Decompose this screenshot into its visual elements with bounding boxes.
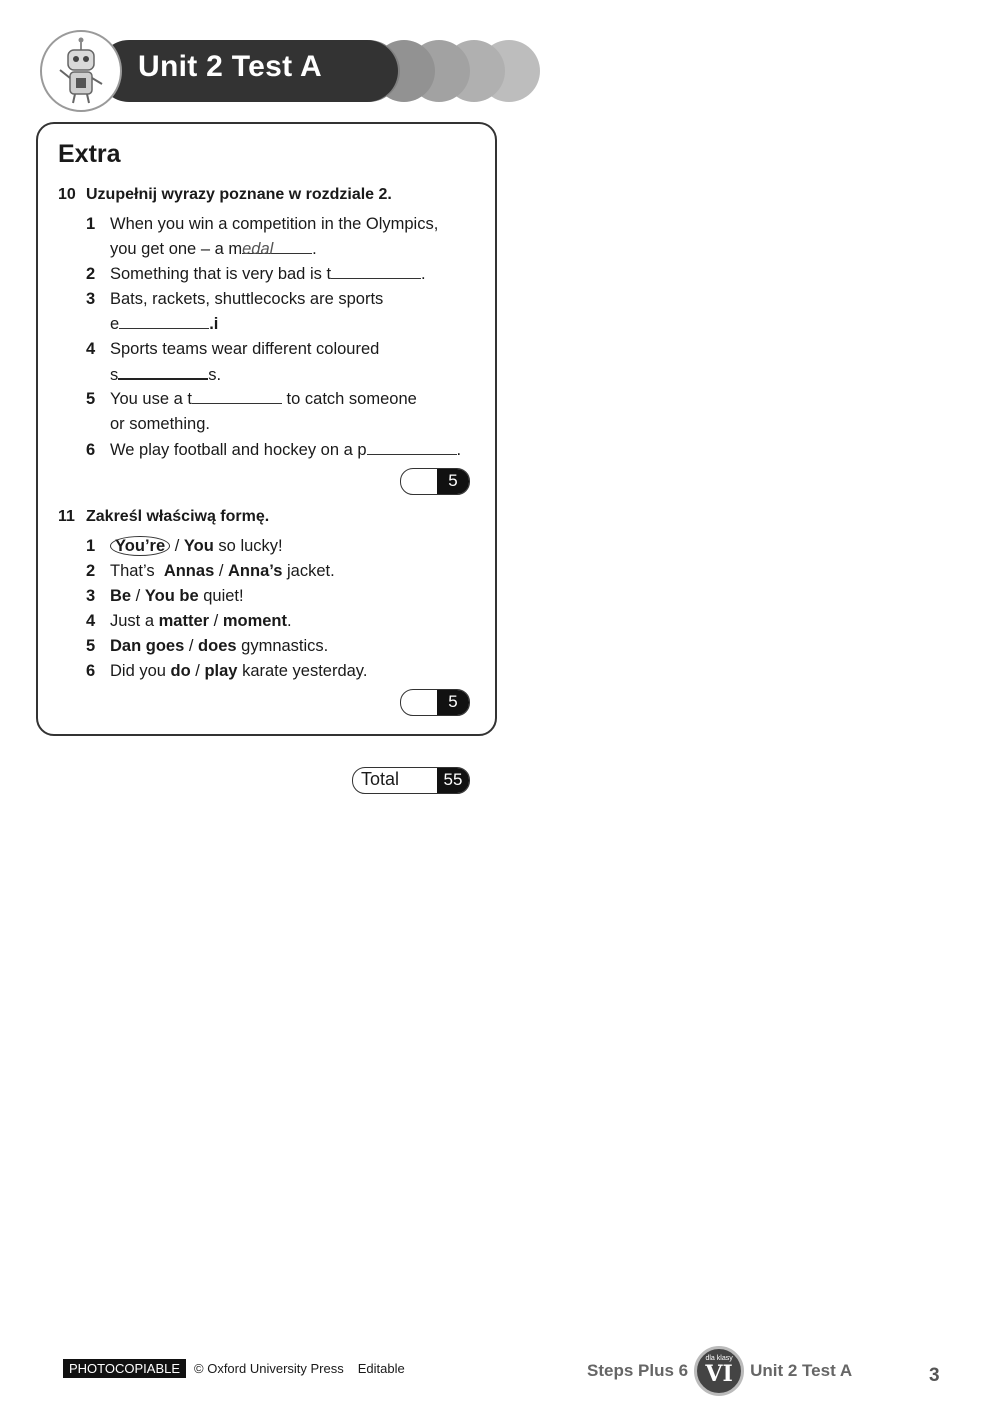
page-title: Unit 2 Test A <box>138 50 322 83</box>
item-text: karate yesterday. <box>237 662 368 680</box>
item-number: 2 <box>86 562 96 580</box>
footer-unit: Unit 2 Test A <box>750 1361 853 1380</box>
editable-label: Editable <box>357 1361 405 1376</box>
class-badge-icon <box>694 1346 744 1396</box>
total-max: 55 <box>437 768 469 793</box>
item-text: to catch someone <box>281 390 417 408</box>
item-text: quiet! <box>198 587 244 605</box>
score-box[interactable] <box>400 468 470 495</box>
item-text: Sports teams wear different coloured <box>110 340 380 358</box>
item-text: . <box>312 240 317 258</box>
score-max: 5 <box>437 469 469 494</box>
badge-big-text: VI <box>705 1361 733 1387</box>
option-b[interactable]: Anna’s <box>228 562 283 580</box>
item-number: 2 <box>86 265 96 283</box>
exercise-number: 11 <box>58 508 75 525</box>
item-text: / <box>209 612 223 630</box>
item-number: 4 <box>86 340 96 358</box>
footer-left <box>63 1359 419 1378</box>
item-text: That’s <box>110 562 164 580</box>
option-a[interactable]: do <box>170 662 191 680</box>
item-text: / <box>184 637 199 655</box>
answer-blank[interactable] <box>242 237 312 258</box>
answer-blank[interactable] <box>367 438 457 455</box>
exercise-11-heading <box>58 508 269 526</box>
score-max: 5 <box>437 690 469 715</box>
item-text: gymnastics. <box>236 637 329 655</box>
item-number: 5 <box>86 390 96 408</box>
answer-blank[interactable] <box>119 312 209 329</box>
page-number: 3 <box>929 1365 940 1386</box>
item-number: 5 <box>86 637 96 655</box>
option-b[interactable]: You <box>183 537 214 555</box>
item-text: jacket. <box>282 562 335 580</box>
exercise-instruction: Uzupełnij wyrazy poznane w rozdziale 2. <box>86 186 392 203</box>
option-b[interactable]: moment <box>222 612 287 630</box>
option-b[interactable]: play <box>204 662 238 680</box>
item-text: s <box>110 366 119 384</box>
footer-right <box>587 1346 852 1396</box>
item-text: you get one – a m <box>110 240 243 258</box>
copyright-text: © Oxford University Press <box>194 1361 344 1376</box>
exercise-10-heading <box>58 186 392 204</box>
item-text: / <box>214 562 229 580</box>
item-text: / <box>190 662 205 680</box>
example-answer: edal <box>242 240 274 258</box>
item-number: 6 <box>86 662 96 680</box>
total-label: Total <box>361 769 400 789</box>
item-number: 3 <box>86 290 96 308</box>
score-box[interactable] <box>400 689 470 716</box>
item-text: Bats, rackets, shuttlecocks are sports <box>110 290 384 308</box>
item-text: We play football and hockey on a p <box>110 441 367 459</box>
item-text: Just a <box>110 612 159 630</box>
item-text: . <box>421 265 426 283</box>
item-text: Something that is very bad is t <box>110 265 332 283</box>
item-number: 4 <box>86 612 96 630</box>
robot-icon <box>40 30 122 112</box>
answer-blank[interactable] <box>331 262 421 279</box>
exercise-number: 10 <box>58 186 76 203</box>
series-title: Steps Plus 6 <box>587 1361 689 1380</box>
item-text: You use a t <box>110 390 192 408</box>
item-number: 3 <box>86 587 96 605</box>
option-a-circled[interactable]: You’re <box>110 536 170 556</box>
item-text: When you win a competition in the Olympics, <box>110 215 439 233</box>
header <box>38 28 518 114</box>
item-text: / <box>170 537 184 555</box>
extra-section <box>36 122 497 736</box>
item-text: . <box>456 441 462 459</box>
answer-blank[interactable] <box>192 387 282 404</box>
item-number: 6 <box>86 441 96 459</box>
total-score-box[interactable] <box>352 767 470 794</box>
photocopiable-label: PHOTOCOPIABLE <box>63 1359 186 1378</box>
item-number: 1 <box>86 537 96 555</box>
option-b[interactable]: You be <box>144 587 199 605</box>
option-a[interactable]: matter <box>158 612 210 630</box>
item-text: / <box>131 587 145 605</box>
item-text: .i <box>209 315 219 333</box>
option-a[interactable]: Annas <box>163 562 215 580</box>
option-b[interactable]: does <box>198 637 237 655</box>
item-text: . <box>286 612 292 630</box>
option-a[interactable]: Be <box>110 587 132 605</box>
item-number: 1 <box>86 215 96 233</box>
answer-blank[interactable] <box>118 362 208 380</box>
badge-small-text: dla klasy <box>705 1355 733 1362</box>
item-text: or something. <box>110 415 210 433</box>
item-text: s. <box>208 366 222 384</box>
item-text: so lucky! <box>213 537 283 555</box>
item-text: e <box>110 315 120 333</box>
section-title: Extra <box>58 140 121 168</box>
exercise-instruction: Zakreśl właściwą formę. <box>86 508 270 525</box>
item-text: Did you <box>110 662 171 680</box>
option-a[interactable]: Dan goes <box>110 637 185 655</box>
